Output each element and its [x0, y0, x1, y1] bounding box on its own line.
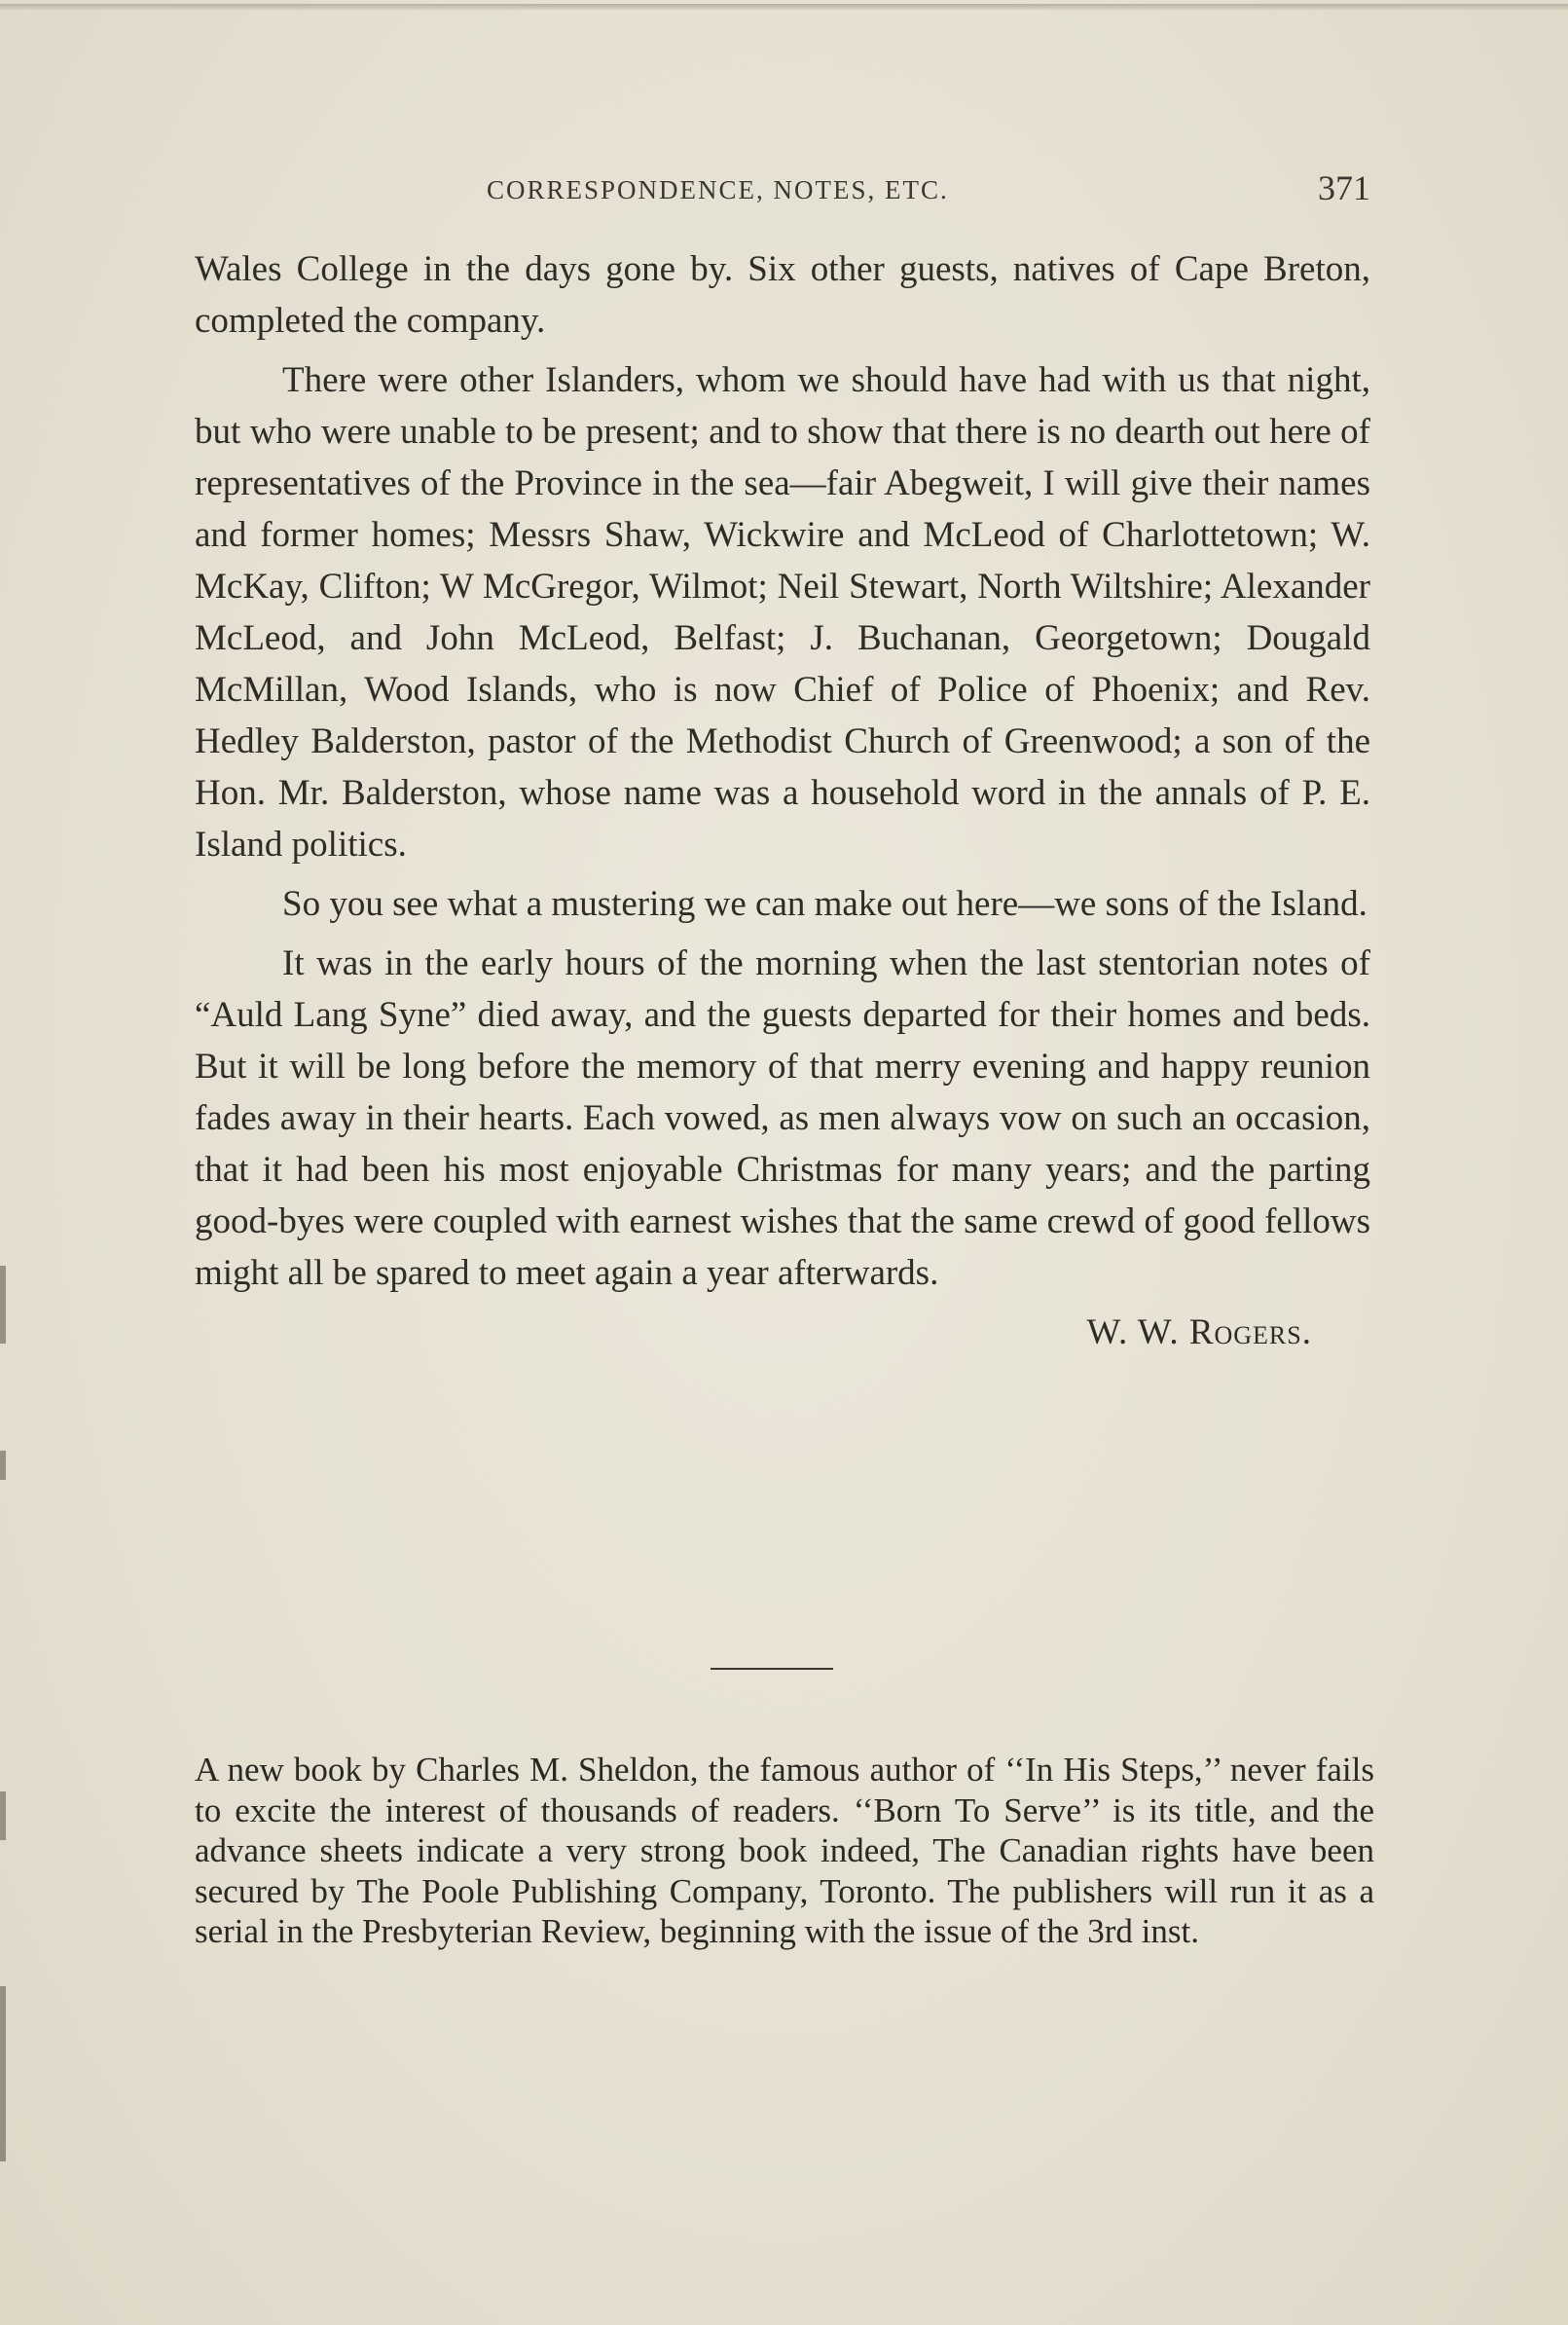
letter-paragraph-1: Wales College in the days gone by. Six other guests, natives of Cape Breton, completed the company.	[195, 249, 1370, 341]
top-edge-rule	[0, 4, 1568, 10]
letter-paragraph-2: There were other Islanders, whom we should have had with us that night, but who were unable to be present; and to show that there is no dearth out here of representatives of the Province in the sea—fair Abegweit, I will give their names and former homes; Messrs Shaw, Wickwire and McLeod of Charlottetown; W. McKay, Clifton; W McGregor, Wilmot; Neil Stewart, North Wiltshire; Alexander McLeod, and John McLeod, Belfast; J. Buchanan, Georgetown; Dougald McMillan, Wood Islands, who is now Chief of Police of Phoenix; and Rev. Hedley Balderston, pastor of the Methodist Church of Greenwood; a son of the Hon. Mr. Balderston, whose name was a household word in the annals of P. E. Island politics.	[195, 360, 1370, 865]
book-notice	[195, 1750, 1374, 1952]
letter-signature	[195, 1307, 1370, 1358]
letter-body	[195, 243, 1370, 1358]
section-divider	[711, 1668, 833, 1670]
running-head: CORRESPONDENCE, NOTES, ETC.	[487, 175, 949, 204]
letter-paragraph-3: So you see what a mustering we can make out here—we sons of the Island.	[282, 884, 1367, 924]
signature-text: W. W. Rogers.	[1086, 1312, 1312, 1352]
book-notice-text: A new book by Charles M. Sheldon, the famous author of ‘‘In His Steps,’’ never fails to excite the interest of thousands of readers. ‘‘Born To Serve’’ is its title, and the advance sheets indicate a very strong book indeed, The Canadian rights have been secured by The Poole Publishing Company, Toronto. The publishers will run it as a serial in the Presbyterian Review, beginning with the issue of the 3rd inst.	[195, 1751, 1374, 1950]
letter-paragraph-4: It was in the early hours of the morning when the last stentorian notes of “Auld Lang Syne” died away, and the guests departed for their homes and beds. But it will be long before the memory of that merry evening and happy reunion fades away in their hearts. Each vowed, as men always vow on such an occasion, that it had been his most enjoyable Christmas for many years; and the parting good-byes were coupled with earnest wishes that the same crewd of good fellows might all be spared to meet again a year afterwards.	[195, 943, 1370, 1293]
page-number: 371	[1318, 168, 1370, 207]
page-header	[195, 166, 1370, 214]
